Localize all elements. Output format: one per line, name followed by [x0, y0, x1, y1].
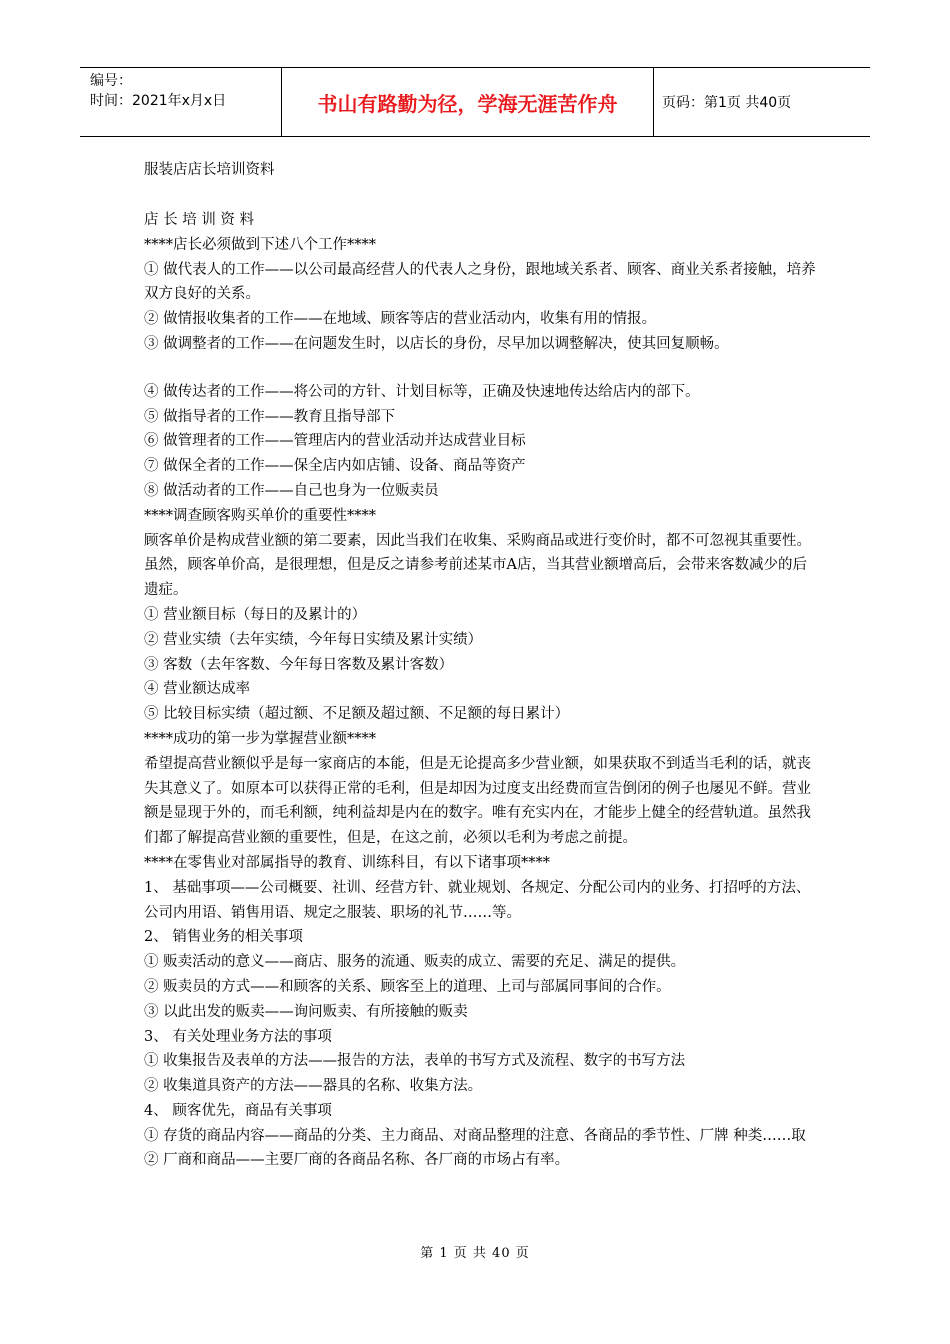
page-footer: 第 1 页 共 40 页	[420, 1246, 530, 1261]
list-item: ① 贩卖活动的意义——商店、服务的流通、贩卖的成立、需要的充足、满足的提供。	[144, 954, 686, 971]
list-item: ⑦ 做保全者的工作——保全店内如店铺、设备、商品等资产	[144, 458, 526, 475]
section-heading: 店 长 培 训 资 料	[144, 212, 255, 228]
list-item: ⑤ 比较目标实绩（超过额、不足额及超过额、不足额的每日累计）	[144, 706, 570, 723]
page-header	[80, 67, 870, 137]
list-item: ② 做情报收集者的工作——在地域、顾客等店的营业活动内，收集有用的情报。	[144, 311, 657, 328]
date-line: 时间：2021年x月x日	[90, 93, 227, 109]
list-item: ② 厂商和商品——主要厂商的各商品名称、各厂商的市场占有率。	[144, 1152, 570, 1169]
list-item: ③ 做调整者的工作——在问题发生时，以店长的身份，尽早加以调整解决，使其回复顺畅。	[144, 335, 729, 352]
header-motto: 书山有路勤为径，学海无涯苦作舟	[282, 68, 654, 136]
list-item: ① 做代表人的工作——以公司最高经营人的代表人之身份，跟地域关系者、顾客、商业关系者接触，培养双方良好的关系。	[144, 261, 816, 303]
list-item: ⑧ 做活动者的工作——自己也身为一位贩卖员	[144, 482, 439, 499]
number-label: 编号：	[90, 73, 132, 89]
numbered-item: 1、 基础事项——公司概要、社训、经营方针、就业规划、各规定、分配公司内的业务、打招呼的方法、公司内用语、销售用语、规定之服装、职场的礼节……等。	[144, 879, 811, 921]
list-item: ④ 营业额达成率	[144, 681, 251, 698]
list-item: ① 营业额目标（每日的及累计的）	[144, 606, 367, 623]
list-item: ① 收集报告及表单的方法——报告的方法，表单的书写方式及流程、数字的书写方法	[144, 1053, 686, 1070]
document-body	[144, 158, 816, 1173]
list-item: ② 贩卖员的方式——和顾客的关系、顾客至上的道理、上司与部属同事间的合作。	[144, 978, 671, 995]
numbered-item: 2、 销售业务的相关事项	[144, 929, 303, 946]
list-item: ① 存货的商品内容——商品的分类、主力商品、对商品整理的注意、各商品的季节性、厂牌 种类……取	[144, 1127, 806, 1144]
list-item: ② 营业实绩（去年实绩，今年每日实绩及累计实绩）	[144, 631, 483, 648]
document-title: 服装店店长培训资料	[144, 162, 275, 178]
numbered-item: 4、 顾客优先，商品有关事项	[144, 1102, 332, 1119]
list-item: ④ 做传达者的工作——将公司的方针、计划目标等，正确及快速地传达给店内的部下。	[144, 383, 700, 400]
list-item: ② 收集道具资产的方法——器具的名称、收集方法。	[144, 1078, 483, 1095]
list-item: ⑥ 做管理者的工作——管理店内的营业活动并达成营业目标	[144, 433, 526, 450]
body-paragraph: 希望提高营业额似乎是每一家商店的本能，但是无论提高多少营业额，如果获取不到适当毛利的话，就丧失其意义了。如原本可以获得正常的毛利，但是却因为过度支出经费而宣告倒闭的例子也屡见不鲜。营业额是显现于外的，而毛利额，纯利益却是内在的数字。唯有充实内在，才能步上健全的经营轨道。虽然我们都了解提高营业额的重要性，但是，在这之前，必须以毛利为考虑之前提。	[144, 755, 811, 847]
list-item: ③ 客数（去年客数、今年每日客数及累计客数）	[144, 656, 454, 673]
header-page-info: 页码：第1页 共40页	[662, 95, 792, 111]
header-meta	[80, 68, 282, 136]
body-paragraph: 顾客单价是构成营业额的第二要素，因此当我们在收集、采购商品或进行变价时，都不可忽视其重要性。虽然，顾客单价高，是很理想，但是反之请参考前述某市A店，当其营业额增高后，会带来客数减少的后遗症。	[144, 532, 811, 599]
section-subheading: ****在零售业对部属指导的教育、训练科目，有以下诸事项****	[144, 854, 550, 871]
section-subheading: ****成功的第一步为掌握营业额****	[144, 730, 376, 747]
section-subheading: ****店长必须做到下述八个工作****	[144, 236, 376, 253]
list-item: ③ 以此出发的贩卖——询问贩卖、有所接触的贩卖	[144, 1003, 468, 1020]
section-subheading: ****调查顾客购买单价的重要性****	[144, 507, 376, 524]
numbered-item: 3、 有关处理业务方法的事项	[144, 1028, 332, 1045]
list-item: ⑤ 做指导者的工作——教育且指导部下	[144, 408, 396, 425]
